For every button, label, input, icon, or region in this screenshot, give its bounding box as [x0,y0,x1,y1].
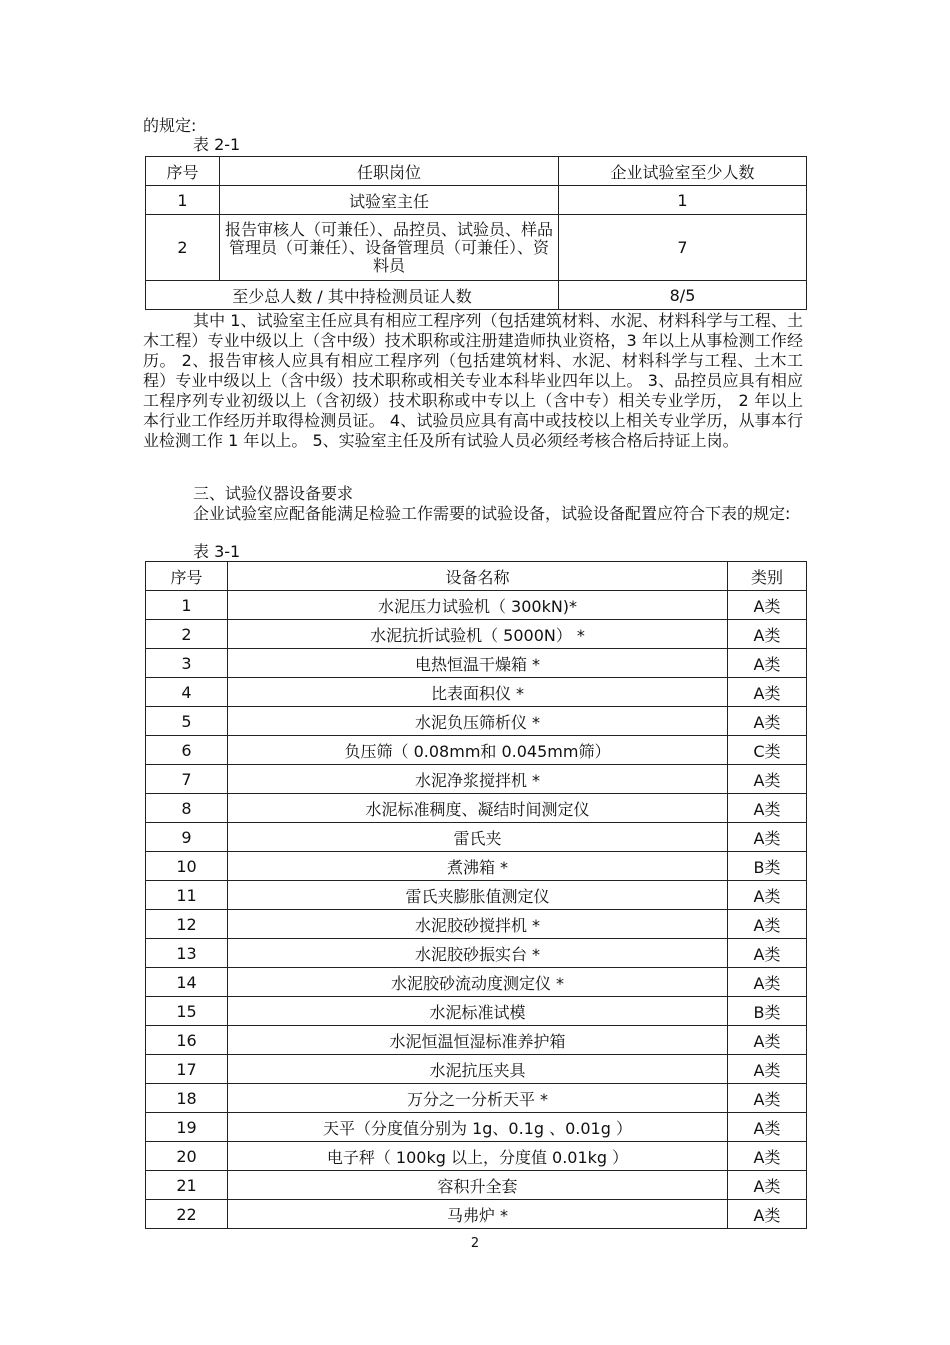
table-cell: 16 [146,1026,228,1055]
table-cell: 7 [146,765,228,794]
table-cell: A类 [728,939,807,968]
table-cell: 水泥负压筛析仪 * [228,707,728,736]
table-cell: 4 [146,678,228,707]
table-row [146,939,807,968]
table-cell: 容积升全套 [228,1171,728,1200]
staffing-table [145,156,807,310]
table-row [146,591,807,620]
section-paragraph: 企业试验室应配备能满足检验工作需要的试验设备，试验设备配置应符合下表的规定: [193,504,791,523]
table-cell: 2 [146,620,228,649]
table-cell: 9 [146,823,228,852]
table-cell: A类 [728,1171,807,1200]
table-row [146,1026,807,1055]
table-row [146,186,807,215]
table-cell: A类 [728,794,807,823]
equipment-table-body [146,591,807,1229]
table-row [146,1142,807,1171]
table-cell: 比表面积仪 * [228,678,728,707]
header-cell: 序号 [146,157,220,186]
table-cell: 水泥标准稠度、凝结时间测定仪 [228,794,728,823]
table-cell: A类 [728,620,807,649]
note-paragraph: 其中 1、试验室主任应具有相应工程序列（包括建筑材料、水泥、材料科学与工程、土木工程）专业中级以上（含中级）技术职称或注册建造师执业资格，3 年以上从事检测工作经历。 2、报告审核人应具有相应工程序列（包括建筑材料、水泥、材料科学与工程、土木工程）专业中级以上（含中级）技术职称或相关专业本科毕业四年以上。 3、品控员应具有相应工程序列专业初级以上（含初级）技术职称或中专以上（含中专）相关专业学历， 2 年以上本行业工作经历并取得检测员证。 4、试验员应具有高中或技校以上相关专业学历，从事本行业检测工作 1 年以上。 5、实验室主任及所有试验人员必须经考核合格后持证上岗。 [143,311,803,450]
table-cell: 煮沸箱 * [228,852,728,881]
table-header-row [146,562,807,591]
table-cell: A类 [728,1200,807,1229]
header-cell: 设备名称 [228,562,728,591]
table-cell: 18 [146,1084,228,1113]
table-cell: 5 [146,707,228,736]
table-row [146,997,807,1026]
table-row [146,852,807,881]
table-cell: 19 [146,1113,228,1142]
table-cell: 水泥胶砂搅拌机 * [228,910,728,939]
header-cell: 企业试验室至少人数 [559,157,807,186]
table-row [146,1055,807,1084]
table-row [146,215,807,281]
table-cell: 20 [146,1142,228,1171]
table-row [146,823,807,852]
total-value: 8/5 [559,281,807,310]
table-cell: A类 [728,968,807,997]
table-row [146,1171,807,1200]
table-header-row [146,157,807,186]
table-cell: 1 [146,591,228,620]
table-cell: A类 [728,1084,807,1113]
table-cell: 水泥净浆搅拌机 * [228,765,728,794]
table-cell: 试验室主任 [220,186,559,215]
table-row [146,707,807,736]
table-cell: 水泥恒温恒湿标准养护箱 [228,1026,728,1055]
table-cell: 14 [146,968,228,997]
table-row [146,1113,807,1142]
table-cell: A类 [728,649,807,678]
table-cell: A类 [728,765,807,794]
table-cell: 水泥胶砂流动度测定仪 * [228,968,728,997]
table-cell: 3 [146,649,228,678]
table-cell: 水泥压力试验机（ 300kN)* [228,591,728,620]
table-cell: 1 [146,186,220,215]
table-cell: 21 [146,1171,228,1200]
table-cell: A类 [728,1113,807,1142]
table-cell: 10 [146,852,228,881]
table2-caption: 表 2-1 [193,135,241,154]
table-row [146,794,807,823]
table-row [146,1084,807,1113]
table-total-row [146,281,807,310]
table-cell: 1 [559,186,807,215]
table-cell: A类 [728,1142,807,1171]
table-cell: 水泥标准试模 [228,997,728,1026]
table-cell: 15 [146,997,228,1026]
table-cell: 万分之一分析天平 * [228,1084,728,1113]
table-row [146,736,807,765]
table-cell: 天平（分度值分别为 1g、0.1g 、0.01g ） [228,1113,728,1142]
header-cell: 序号 [146,562,228,591]
table-cell: A类 [728,910,807,939]
table-cell: 12 [146,910,228,939]
table-cell: A类 [728,1026,807,1055]
table-row [146,968,807,997]
table-row [146,620,807,649]
table-cell: 电子秤（ 100kg 以上，分度值 0.01kg ） [228,1142,728,1171]
table-cell: A类 [728,823,807,852]
table-row [146,1200,807,1229]
table-cell: 17 [146,1055,228,1084]
table-cell: A类 [728,881,807,910]
table-cell: 雷氏夹膨胀值测定仪 [228,881,728,910]
total-label: 至少总人数 / 其中持检测员证人数 [146,281,559,310]
table-cell: 水泥胶砂振实台 * [228,939,728,968]
table-cell: 11 [146,881,228,910]
table-row [146,881,807,910]
table-cell: 6 [146,736,228,765]
header-cell: 类别 [728,562,807,591]
table-cell: 7 [559,215,807,281]
table-cell: 水泥抗压夹具 [228,1055,728,1084]
table-row [146,765,807,794]
table-cell: 2 [146,215,220,281]
table-cell: A类 [728,1055,807,1084]
table-cell: A类 [728,591,807,620]
table-cell: 负压筛（ 0.08mm和 0.045mm筛） [228,736,728,765]
table-row [146,678,807,707]
table-cell: A类 [728,707,807,736]
table-cell: 13 [146,939,228,968]
table3-caption: 表 3-1 [193,542,241,561]
table-cell: 8 [146,794,228,823]
table-cell: C类 [728,736,807,765]
table-cell: 马弗炉 * [228,1200,728,1229]
header-cell: 任职岗位 [220,157,559,186]
table-cell: B类 [728,997,807,1026]
page-number: 2 [470,1236,480,1251]
table-row [146,910,807,939]
table-cell: 报告审核人（可兼任）、品控员、试验员、样品管理员（可兼任）、设备管理员（可兼任）、资料员 [220,215,559,281]
table-cell: 水泥抗折试验机（ 5000N） * [228,620,728,649]
table-cell: 雷氏夹 [228,823,728,852]
equipment-table [145,561,807,1229]
intro-text: 的规定: [143,116,197,135]
table-cell: 电热恒温干燥箱 * [228,649,728,678]
table-cell: B类 [728,852,807,881]
section-heading: 三、试验仪器设备要求 [193,484,354,503]
table-row [146,649,807,678]
table-cell: A类 [728,678,807,707]
table-cell: 22 [146,1200,228,1229]
